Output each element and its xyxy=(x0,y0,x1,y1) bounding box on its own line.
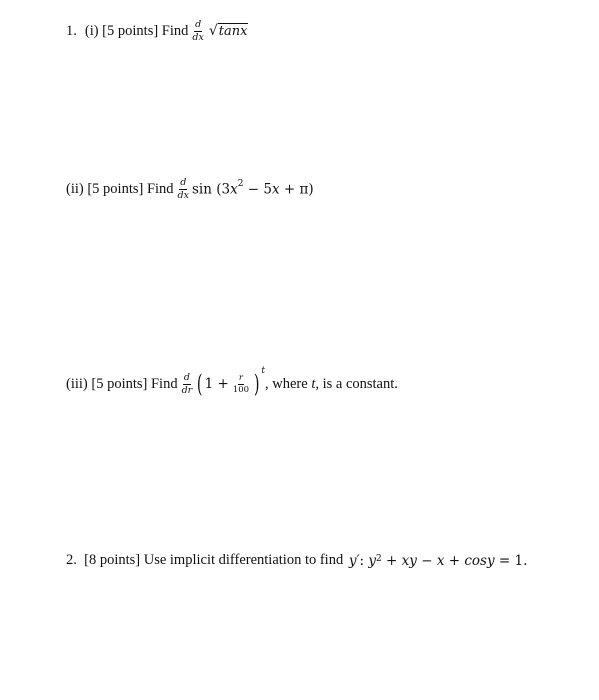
var-t: t xyxy=(311,375,316,392)
var-x: x xyxy=(436,552,445,569)
inner-fraction xyxy=(232,374,250,394)
equals-one: = 1. xyxy=(494,552,528,569)
radicand: tanx xyxy=(218,23,248,39)
q1-number: 1. xyxy=(66,22,77,39)
frac-denominator: dx xyxy=(192,31,204,43)
suffix-b: , is a constant. xyxy=(315,375,398,392)
q1-part-ii xyxy=(66,178,314,200)
sqrt-expression xyxy=(209,23,249,40)
plus: + xyxy=(381,552,402,569)
colon: : xyxy=(359,552,369,569)
plus-pi: + π) xyxy=(279,181,314,198)
derivative-operator xyxy=(181,373,194,395)
close-paren: ) xyxy=(253,370,260,398)
q1-iii-label: (iii) [5 points] Find xyxy=(66,375,178,392)
var-x: x xyxy=(230,181,238,198)
sin-expression xyxy=(192,178,314,198)
y-prime: y′ xyxy=(348,552,360,569)
exponent-t: t xyxy=(261,366,266,376)
frac-numerator: d xyxy=(195,19,202,30)
frac-numerator: d xyxy=(183,372,190,383)
q1-i-label: (i) [5 points] Find xyxy=(84,22,189,39)
q1-part-i xyxy=(66,20,248,42)
plus: + xyxy=(444,552,465,569)
frac-numerator: d xyxy=(180,177,187,188)
sqrt-symbol: √ xyxy=(208,23,218,40)
derivative-operator xyxy=(177,178,190,200)
var-y: y xyxy=(368,552,377,569)
one-plus: 1 + xyxy=(204,376,229,392)
cos-y: cosy xyxy=(464,552,495,569)
frac-denominator: 100 xyxy=(232,384,250,395)
frac-denominator: dx xyxy=(177,189,189,201)
frac-denominator: dr xyxy=(181,384,193,396)
q2 xyxy=(66,552,527,569)
q1-ii-label: (ii) [5 points] Find xyxy=(66,180,174,197)
var-xy: xy xyxy=(401,552,417,569)
suffix-a: , where xyxy=(265,375,312,392)
minus-five: − 5 xyxy=(243,181,272,198)
derivative-operator xyxy=(191,20,204,42)
exponent: 2 xyxy=(376,553,382,564)
q1-part-iii xyxy=(66,366,398,398)
frac-numerator: r xyxy=(238,373,243,383)
minus: − xyxy=(416,552,437,569)
exponent: 2 xyxy=(237,178,244,189)
open-paren: ( xyxy=(197,370,203,398)
var-x: x xyxy=(271,181,280,198)
sin-func: sin (3 xyxy=(192,181,231,198)
q2-label: 2. [8 points] Use implicit differentiation to find xyxy=(66,552,347,568)
